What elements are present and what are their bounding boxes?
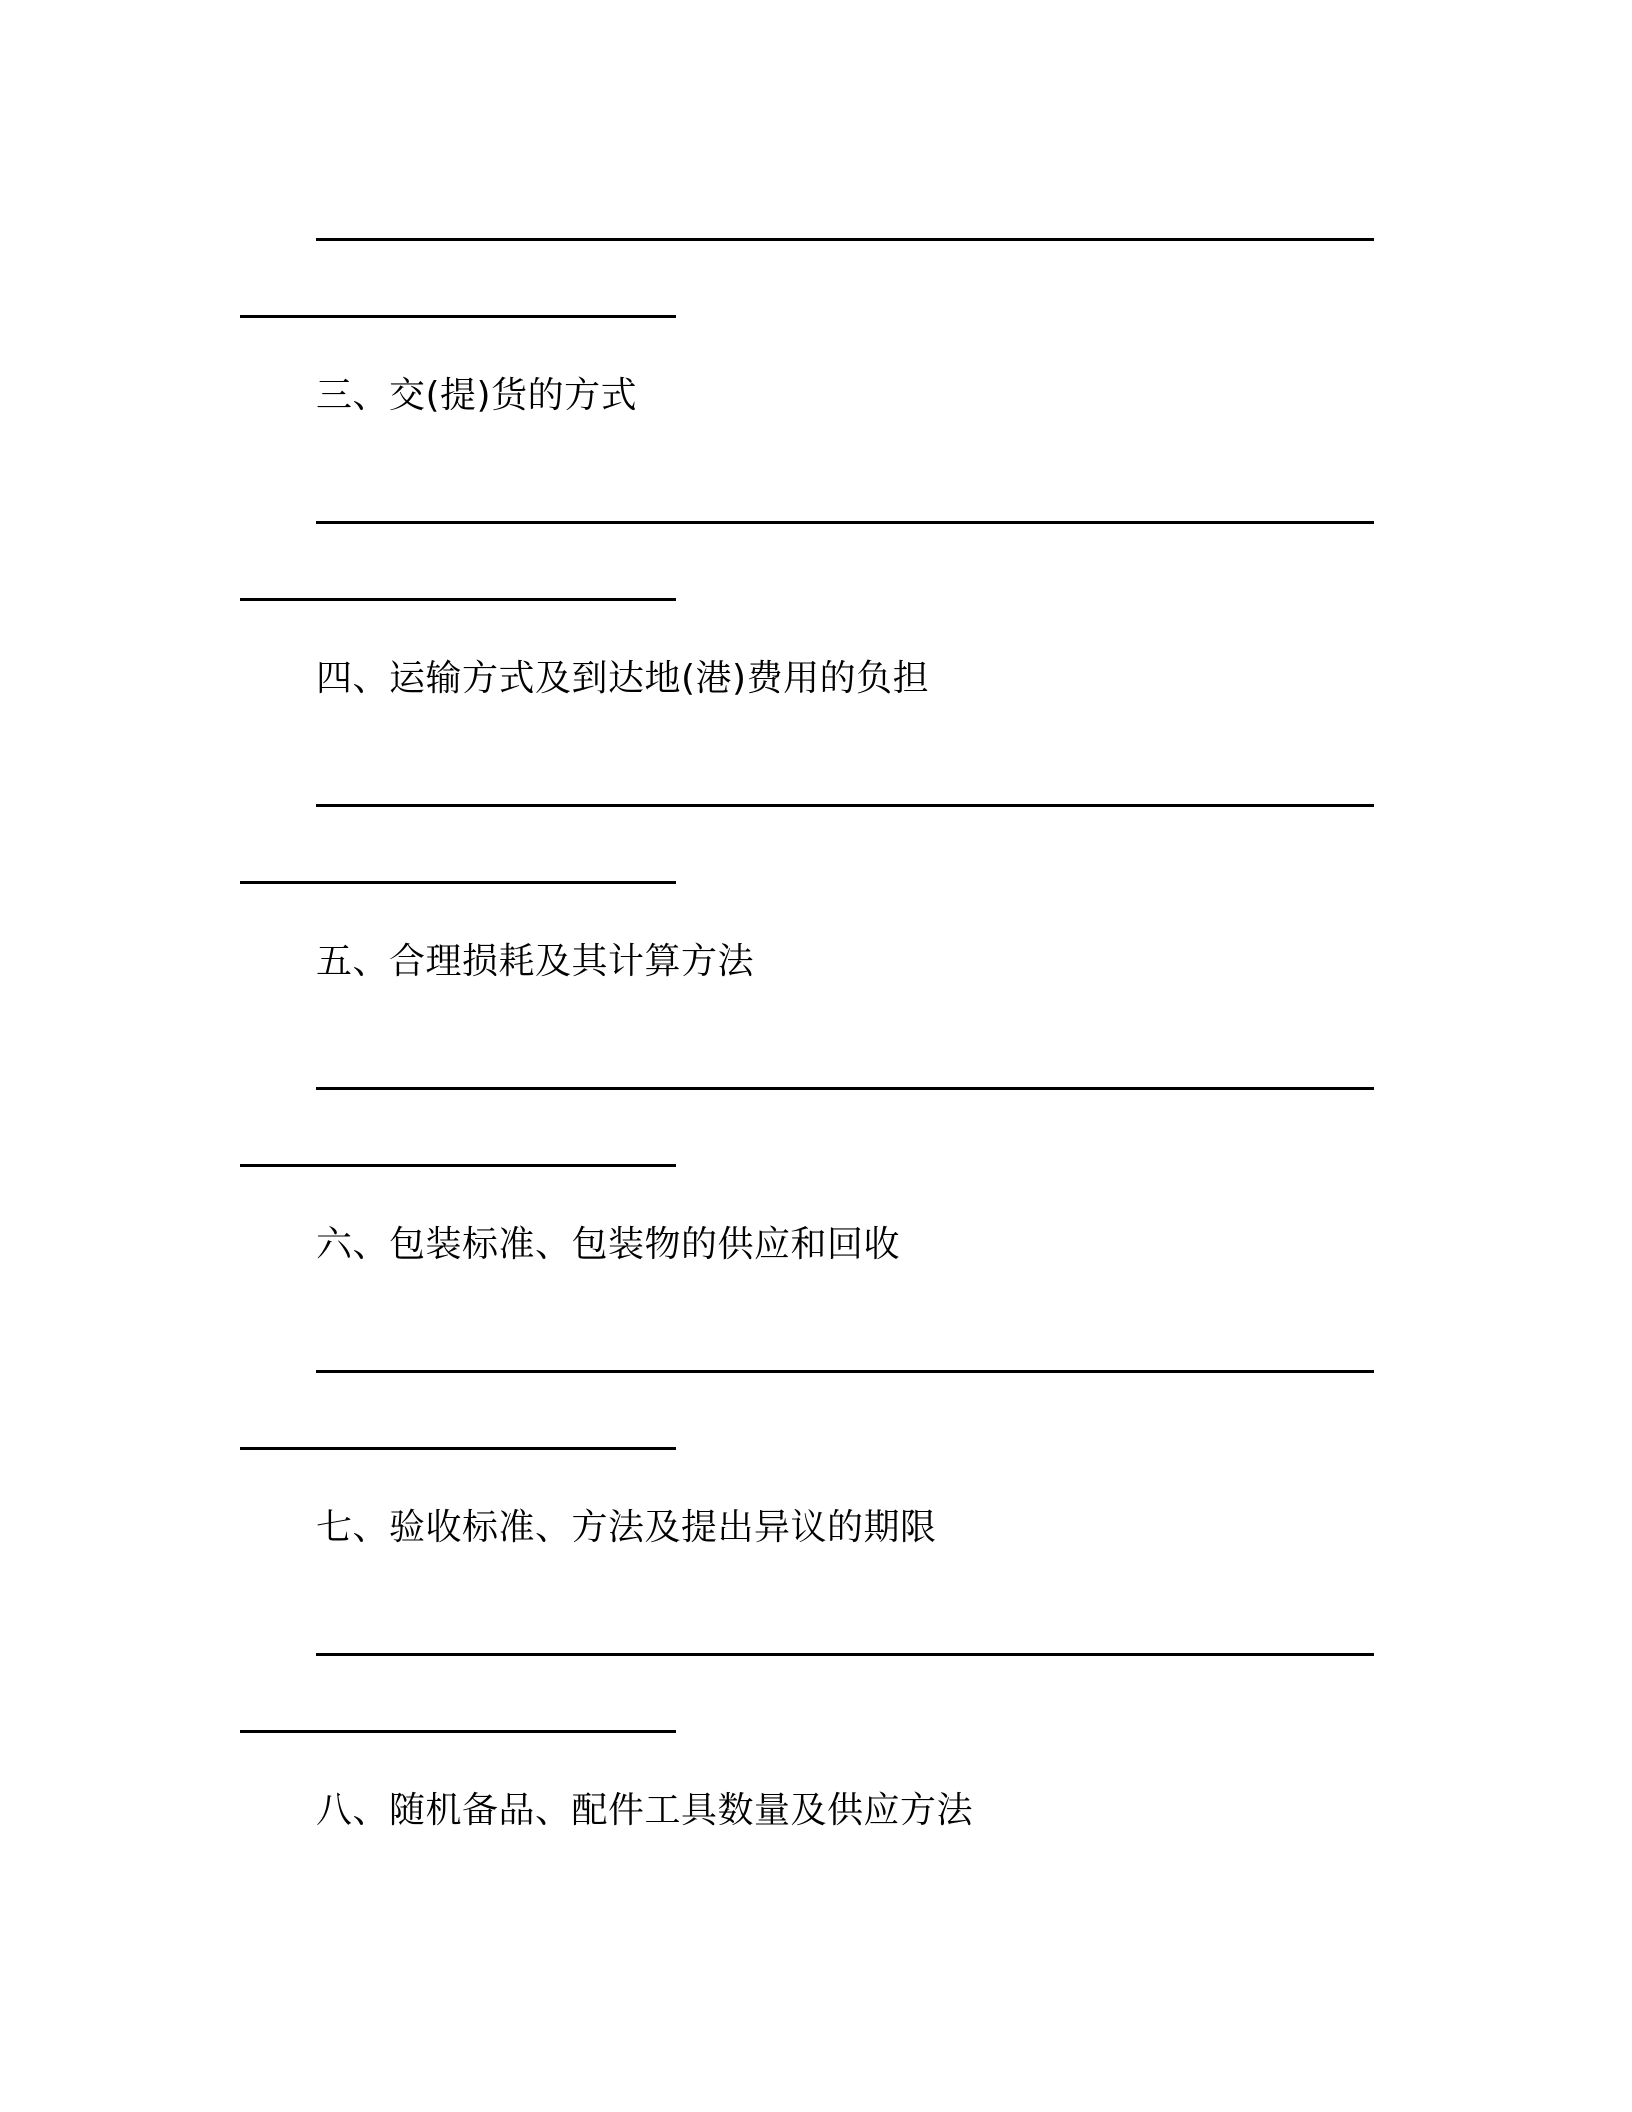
section-heading: 八、随机备品、配件工具数量及供应方法 [316,1790,974,1831]
section-heading: 六、包装标准、包装物的供应和回收 [316,1224,901,1265]
fill-in-line [316,1370,1374,1373]
fill-in-line [240,881,676,884]
fill-in-line [316,238,1374,241]
section-heading: 三、交(提)货的方式 [316,375,638,416]
section-heading: 四、运输方式及到达地(港)费用的负担 [316,658,930,699]
section-heading: 七、验收标准、方法及提出异议的期限 [316,1507,937,1548]
fill-in-line [316,1087,1374,1090]
fill-in-line [240,1164,676,1167]
fill-in-line [240,1447,676,1450]
fill-in-line [240,598,676,601]
fill-in-line [316,1653,1374,1656]
fill-in-line [316,804,1374,807]
fill-in-line [240,1730,676,1733]
fill-in-line [240,315,676,318]
section-heading: 五、合理损耗及其计算方法 [316,941,755,982]
fill-in-line [316,521,1374,524]
